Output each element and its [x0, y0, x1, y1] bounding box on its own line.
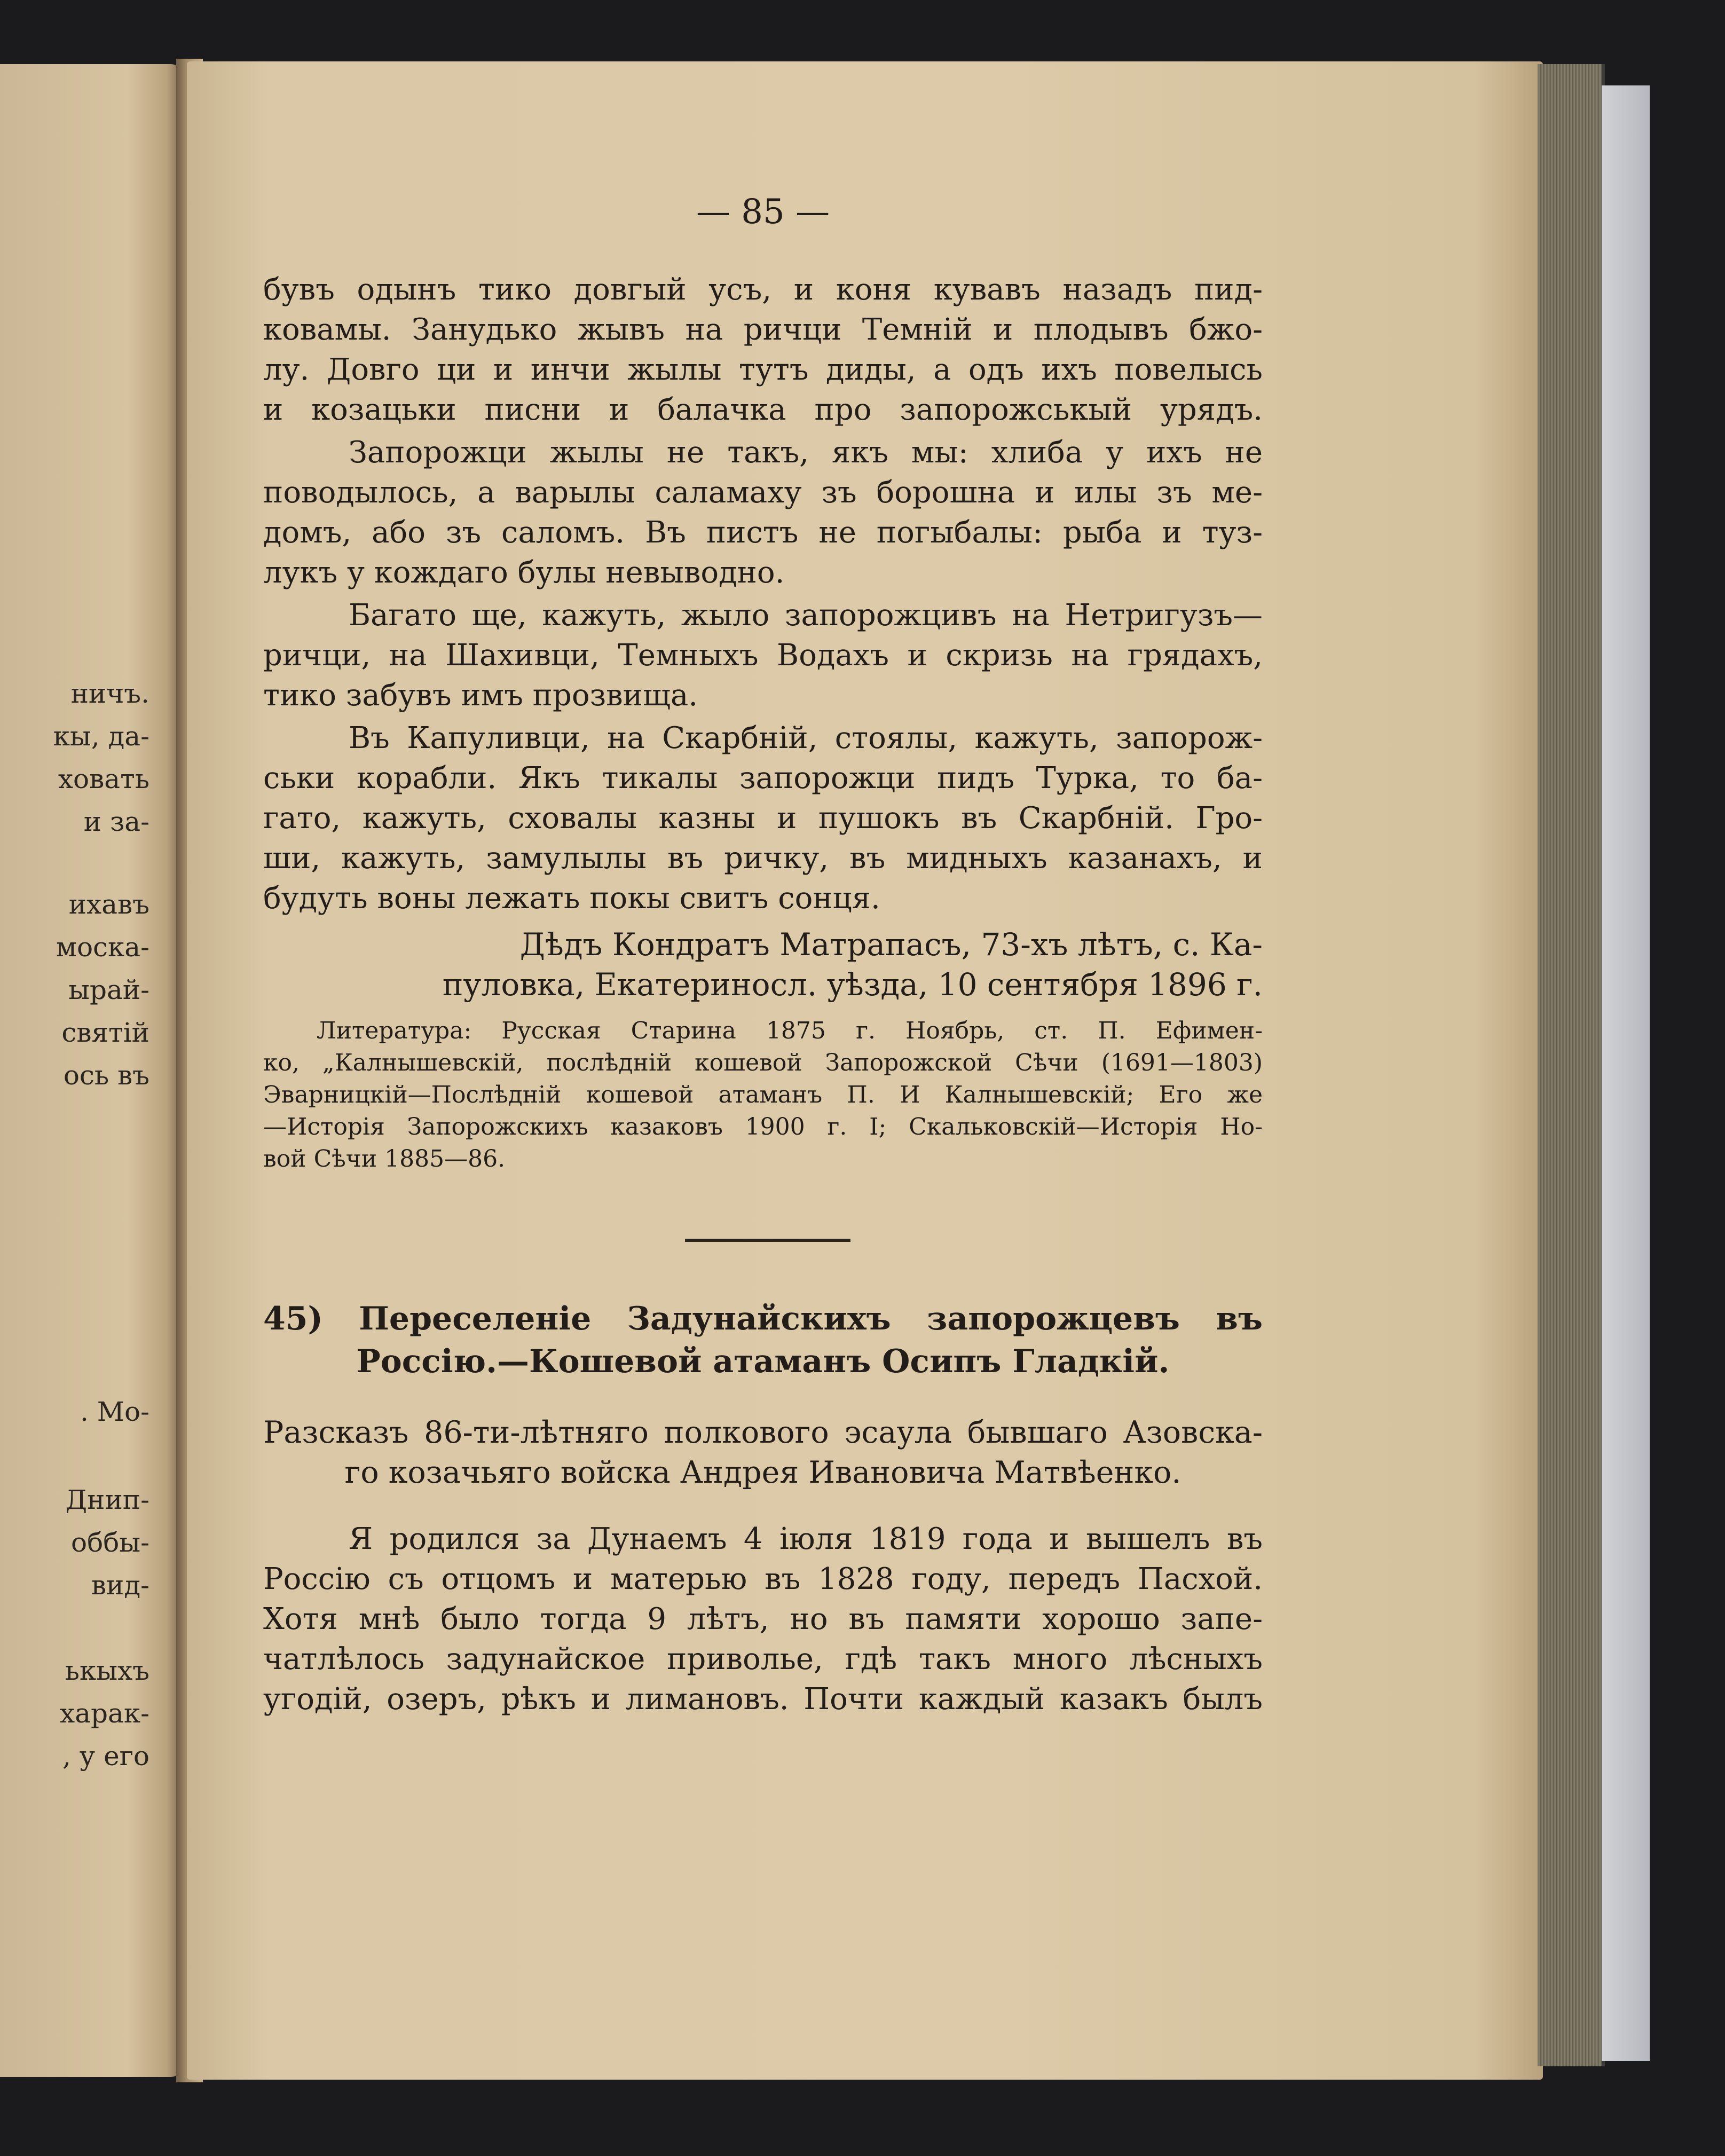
page-number: — 85 — [696, 192, 830, 232]
page-edge-strip [1602, 85, 1650, 2061]
text-line: чатлѣлось задунайское приволье, гдѣ такъ много лѣсныхъ [263, 1642, 1263, 1677]
section-heading: 45) Переселенiе Задунайскихъ запорожцевъ въ [263, 1300, 1263, 1337]
literature-line: ко, „Калнышевскiй, послѣднiй кошевой Запорожской Сѣчи (1691—1803) [263, 1049, 1263, 1076]
literature-line: вой Сѣчи 1885—86. [263, 1145, 506, 1173]
text-line: домъ, або зъ саломъ. Въ пистъ не погыбалы: рыба и туз- [263, 515, 1263, 550]
text-line: Я родился за Дунаемъ 4 iюля 1819 года и вышелъ въ [349, 1522, 1263, 1556]
left-page [0, 64, 182, 2077]
left-line: оббы- [71, 1527, 149, 1558]
section-heading: Россiю.—Кошевой атаманъ Осипъ Гладкiй. [356, 1343, 1170, 1380]
text-line: Россiю съ отцомъ и матерью въ 1828 году, передъ Пасхой. [263, 1562, 1263, 1596]
text-line: лукъ у кождаго булы невыводно. [263, 555, 785, 590]
section-subtitle: го козачьяго войска Андрея Ивановича Матвѣенко. [344, 1455, 1181, 1490]
left-line: , у его [62, 1741, 149, 1772]
text-line: тико забувъ имъ прозвища. [263, 678, 698, 713]
text-line: лу. Довго ци и инчи жылы тутъ диды, а одъ ихъ повелысь [263, 352, 1263, 387]
left-line: святiй [61, 1017, 149, 1048]
literature-line: Литература: Русская Старина 1875 г. Ноябрь, ст. П. Ефимен- [317, 1017, 1263, 1044]
text-line: Хотя мнѣ было тогда 9 лѣтъ, но въ памяти хорошо запе- [263, 1602, 1263, 1636]
signature-line: пуловка, Екатериносл. уѣзда, 10 сентября 1896 г. [442, 966, 1263, 1003]
left-line: ихавъ [68, 889, 149, 920]
signature-line: Дѣдъ Кондратъ Матрапасъ, 73-хъ лѣтъ, с. Ка- [519, 926, 1263, 963]
left-line: и за- [83, 806, 149, 837]
text-line: бувъ одынъ тико довгый усъ, и коня кувавъ назадъ пид- [263, 272, 1263, 307]
left-line: ховать [58, 764, 149, 794]
text-line: угодiй, озеръ, рѣкъ и лимановъ. Почти каждый казакъ былъ [263, 1682, 1263, 1717]
left-line: вид- [91, 1570, 149, 1601]
text-line: и козацьки писни и балачка про запорожськый урядъ. [263, 392, 1263, 427]
left-line: харак- [60, 1698, 149, 1729]
left-line: ырай- [68, 974, 149, 1005]
left-line: . Мо- [80, 1396, 149, 1427]
section-subtitle: Разсказъ 86-ти-лѣтняго полкового эсаула бывшаго Азовска- [263, 1415, 1263, 1450]
text-line: поводылось, а варылы саламаху зъ борошна и илы зъ ме- [263, 475, 1263, 510]
page-edges [1538, 64, 1605, 2066]
text-line: будуть воны лежать покы свитъ сонця. [263, 881, 880, 916]
text-line: ськи корабли. Якъ тикалы запорожци пидъ Турка, то ба- [263, 761, 1263, 796]
text-line: ши, кажуть, замулылы въ ричку, въ мидныхъ казанахъ, и [263, 841, 1263, 876]
left-line: ничъ. [70, 678, 149, 709]
left-line: Днип- [65, 1484, 149, 1515]
text-line: гато, кажуть, сховалы казны и пушокъ въ Скарбнiй. Гро- [263, 801, 1263, 836]
literature-line: —Исторiя Запорожскихъ казаковъ 1900 г. I; Скальковскiй—Исторiя Но- [263, 1113, 1263, 1140]
left-line: моска- [56, 932, 149, 963]
left-line: ось въ [63, 1060, 149, 1091]
text-line: Багато ще, кажуть, жыло запорожцивъ на Нетригузъ— [349, 598, 1263, 633]
text-line: Въ Капуливци, на Скарбнiй, стоялы, кажуть, запорож- [349, 721, 1263, 756]
text-line: Запорожци жылы не такъ, якъ мы: хлиба у ихъ не [349, 435, 1263, 470]
left-line: кы, да- [53, 721, 149, 752]
literature-line: Эварницкiй—Послѣднiй кошевой атаманъ П. И Калнышевскiй; Его же [263, 1081, 1263, 1108]
text-line: ричци, на Шахивци, Темныхъ Водахъ и скризь на грядахъ, [263, 638, 1263, 673]
text-line: ковамы. Занудько жывъ на ричци Темнiй и плодывъ бжо- [263, 312, 1263, 347]
section-divider [685, 1239, 850, 1242]
left-line: ькыхъ [65, 1655, 149, 1686]
